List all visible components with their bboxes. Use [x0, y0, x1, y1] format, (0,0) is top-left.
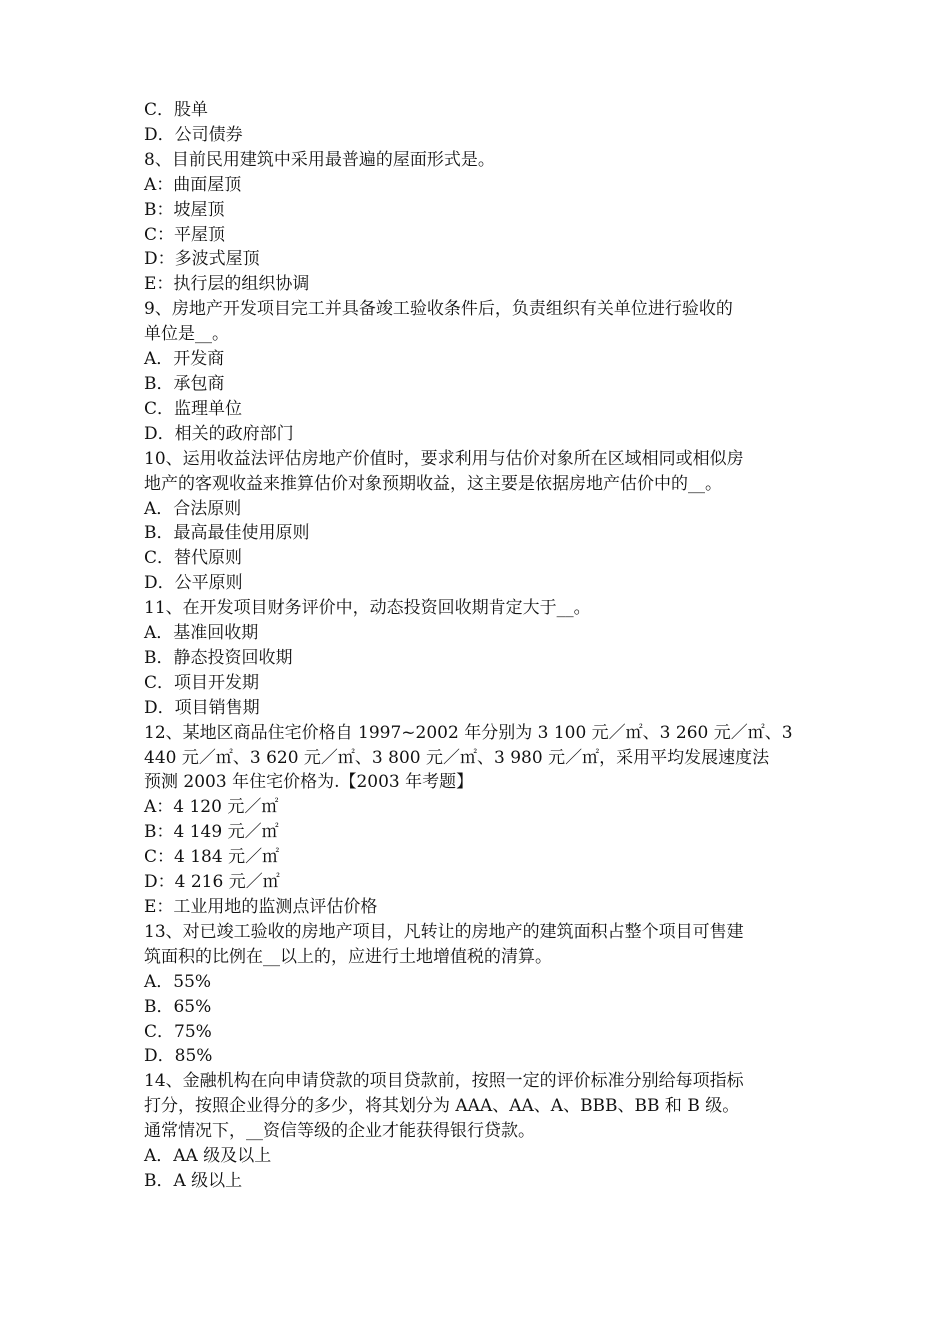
option-line: B．A 级以上 — [144, 1170, 243, 1191]
option-line: C：4 184 元／㎡ — [144, 847, 280, 868]
question-10-stem: 10、运用收益法评估房地产价值时，要求利用与估价对象所在区域相同或相似房 — [144, 448, 744, 469]
option-line: C．75% — [144, 1021, 212, 1042]
question-14-stem: 14、金融机构在向申请贷款的项目贷款前，按照一定的评价标准分别给每项指标 — [144, 1071, 744, 1092]
option-line: B．承包商 — [144, 373, 225, 394]
document-body — [144, 98, 812, 1194]
question-13-stem: 13、对已竣工验收的房地产项目，凡转让的房地产的建筑面积占整个项目可售建 — [144, 921, 744, 942]
option-line: D：多波式屋顶 — [144, 249, 260, 270]
option-line: B．静态投资回收期 — [144, 647, 293, 668]
question-8-stem: 8、目前民用建筑中采用最普遍的屋面形式是。 — [144, 149, 495, 170]
option-line: A：4 120 元／㎡ — [144, 797, 279, 818]
option-line: C．替代原则 — [144, 548, 243, 569]
question-9-stem: 9、房地产开发项目完工并具备竣工验收条件后，负责组织有关单位进行验收的 — [144, 299, 733, 320]
option-line: D．公司债券 — [144, 124, 243, 145]
option-line: C．项目开发期 — [144, 672, 260, 693]
option-line: D．相关的政府部门 — [144, 423, 294, 444]
question-13-stem-cont: 筑面积的比例在__以上的，应进行土地增值税的清算。 — [144, 946, 552, 967]
option-line: D．85% — [144, 1046, 213, 1067]
option-line: C．股单 — [144, 100, 209, 120]
option-line: A．55% — [144, 971, 212, 992]
question-12-stem-cont: 440 元／㎡、3 620 元／㎡、3 800 元／㎡、3 980 元／㎡，采用平均发展速度法 — [144, 747, 770, 768]
question-11-stem: 11、在开发项目财务评价中，动态投资回收期肯定大于__。 — [144, 598, 591, 619]
option-line: C：平屋顶 — [144, 224, 226, 245]
option-line: B．65% — [144, 996, 212, 1017]
option-line: A．AA 级及以上 — [144, 1146, 272, 1167]
option-line: A．基准回收期 — [144, 623, 259, 644]
option-line: C．监理单位 — [144, 398, 243, 419]
option-line: A．开发商 — [144, 349, 225, 370]
question-12-stem-cont: 预测 2003 年住宅价格为.【2003 年考题】 — [144, 772, 474, 793]
question-9-stem-cont: 单位是__。 — [144, 324, 229, 345]
question-12-stem: 12、某地区商品住宅价格自 1997~2002 年分别为 3 100 元／㎡、3 260 元／㎡、3 — [144, 722, 793, 743]
option-line: E：工业用地的监测点评估价格 — [144, 897, 378, 917]
option-line: D．项目销售期 — [144, 697, 260, 718]
option-line: D．公平原则 — [144, 573, 243, 594]
option-line: D：4 216 元／㎡ — [144, 872, 280, 893]
option-line: B：坡屋顶 — [144, 199, 225, 220]
question-10-stem-cont: 地产的客观收益来推算估价对象预期收益，这主要是依据房地产估价中的__。 — [144, 473, 722, 494]
question-14-stem-cont: 通常情况下，__资信等级的企业才能获得银行贷款。 — [144, 1121, 535, 1142]
option-line: E：执行层的组织协调 — [144, 274, 310, 295]
option-line: A：曲面屋顶 — [144, 174, 242, 195]
question-14-stem-cont: 打分，按照企业得分的多少，将其划分为 AAA、AA、A、BBB、BB 和 B 级。 — [144, 1096, 740, 1117]
option-line: B．最高最佳使用原则 — [144, 523, 310, 544]
option-line: A．合法原则 — [144, 498, 242, 519]
option-line: B：4 149 元／㎡ — [144, 822, 279, 843]
